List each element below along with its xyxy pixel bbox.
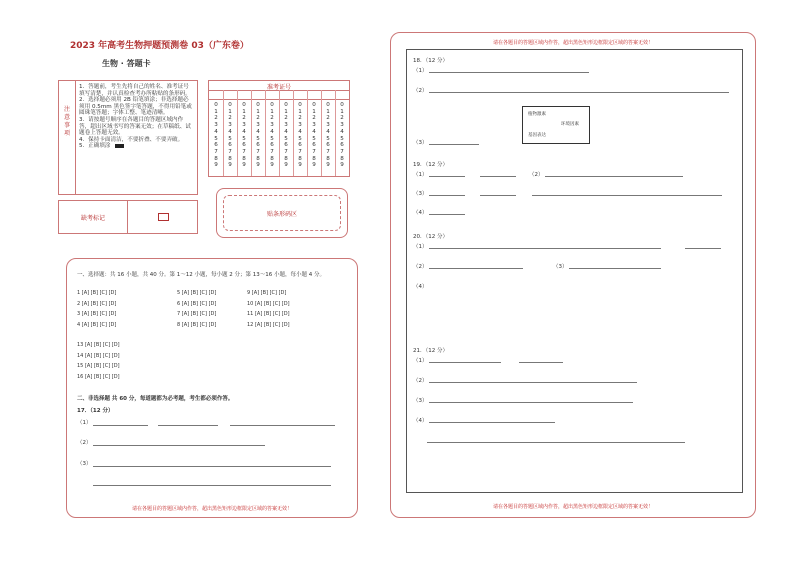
right-answer-frame bbox=[390, 32, 756, 518]
digit-bubble[interactable]: 2 bbox=[298, 115, 302, 122]
q19-part3-line-a[interactable] bbox=[429, 195, 465, 196]
q17-part2-line[interactable] bbox=[93, 445, 265, 446]
absent-box bbox=[58, 200, 198, 234]
digit-bubble[interactable]: 1 bbox=[284, 108, 288, 115]
digit-bubble[interactable]: 0 bbox=[284, 102, 288, 108]
choices-area bbox=[77, 290, 347, 385]
digit-bubble[interactable]: 0 bbox=[340, 102, 344, 108]
digit-bubble[interactable]: 3 bbox=[270, 122, 274, 129]
absent-checkbox[interactable] bbox=[158, 213, 169, 221]
q19-part1-line-a[interactable] bbox=[429, 176, 465, 177]
choice-row-14[interactable]: 14 [A] [B] [C] [D] bbox=[77, 352, 120, 359]
digit-bubble[interactable]: 4 bbox=[214, 128, 218, 135]
digit-bubble[interactable]: 7 bbox=[312, 148, 316, 155]
digit-bubble[interactable]: 1 bbox=[312, 108, 316, 115]
choice-row-10[interactable]: 10 [A] [B] [C] [D] bbox=[247, 300, 290, 307]
choice-row-11[interactable]: 11 [A] [B] [C] [D] bbox=[247, 311, 290, 317]
barcode-label: 贴条形码区 bbox=[266, 211, 297, 218]
digit-bubble[interactable]: 8 bbox=[312, 155, 316, 162]
right-warning-top: 请在各题目的答题区域内作答，超出黑色矩形边框限定区域的答案无效！ bbox=[492, 40, 653, 46]
notice-item-1: 1．答题前，考生先将自己的姓名、准考证号填写清楚，并认真检查考办所粘贴的条形码。 bbox=[79, 84, 191, 97]
digit-bubble[interactable]: 0 bbox=[214, 102, 218, 108]
digit-bubble[interactable]: 3 bbox=[312, 122, 316, 129]
notice-items bbox=[79, 84, 193, 150]
digit-bubble[interactable]: 4 bbox=[312, 128, 316, 135]
digit-column bbox=[267, 102, 277, 169]
choice-row-13[interactable]: 13 [A] [B] [C] [D] bbox=[77, 342, 120, 348]
q19-part2-line[interactable] bbox=[545, 176, 683, 177]
digit-bubble[interactable]: 5 bbox=[228, 135, 232, 142]
digit-bubble[interactable]: 4 bbox=[340, 128, 344, 135]
notice-item-5: 5．正确填涂 bbox=[79, 143, 111, 150]
digit-bubble[interactable]: 2 bbox=[340, 115, 344, 122]
digit-bubble[interactable]: 3 bbox=[214, 122, 218, 129]
digit-bubble[interactable]: 7 bbox=[228, 148, 232, 155]
digit-bubble[interactable]: 8 bbox=[340, 155, 344, 162]
choice-row-2[interactable]: 2 [A] [B] [C] [D] bbox=[77, 300, 117, 307]
digit-bubble[interactable]: 1 bbox=[242, 108, 246, 115]
digit-bubble[interactable]: 8 bbox=[326, 155, 330, 162]
digit-bubble[interactable]: 6 bbox=[214, 142, 218, 149]
digit-bubble[interactable]: 9 bbox=[312, 162, 316, 169]
digit-bubble[interactable]: 0 bbox=[270, 102, 274, 108]
digit-bubble[interactable]: 4 bbox=[298, 128, 302, 135]
q18-diagram-c: 基因表达 bbox=[528, 133, 546, 138]
digit-bubble[interactable]: 6 bbox=[242, 142, 246, 149]
digit-bubble[interactable]: 8 bbox=[270, 155, 274, 162]
q17-part3-line-a[interactable] bbox=[93, 466, 331, 467]
q17-part1-label: （1） bbox=[77, 420, 92, 426]
digit-bubble[interactable]: 6 bbox=[298, 142, 302, 149]
q18-diagram-b: 环境因素 bbox=[561, 122, 579, 127]
digit-bubble[interactable]: 6 bbox=[284, 142, 288, 149]
digit-bubble[interactable]: 2 bbox=[270, 115, 274, 122]
digit-bubble[interactable]: 0 bbox=[312, 102, 316, 108]
digit-bubble[interactable]: 5 bbox=[340, 135, 344, 142]
digit-bubble[interactable]: 2 bbox=[326, 115, 330, 122]
digit-bubble[interactable]: 3 bbox=[242, 122, 246, 129]
digit-bubble[interactable]: 9 bbox=[326, 162, 330, 169]
digit-bubble[interactable]: 9 bbox=[340, 162, 344, 169]
digit-bubble[interactable]: 2 bbox=[256, 115, 260, 122]
digit-bubble[interactable]: 6 bbox=[228, 142, 232, 149]
digit-columns bbox=[209, 102, 349, 176]
choice-row-16[interactable]: 16 [A] [B] [C] [D] bbox=[77, 373, 120, 380]
choice-row-3[interactable]: 3 [A] [B] [C] [D] bbox=[77, 311, 117, 317]
digit-bubble[interactable]: 9 bbox=[214, 162, 218, 169]
q17-part1-line-a[interactable] bbox=[93, 425, 148, 426]
digit-bubble[interactable]: 3 bbox=[228, 122, 232, 129]
q18-part3-label: （3） bbox=[413, 140, 428, 146]
q18-diagram bbox=[522, 106, 590, 144]
q18-diagram-a: 植物激素 bbox=[528, 112, 546, 117]
q19-part3-label: （3） bbox=[413, 191, 428, 197]
section1-instructions: 一、选择题：共 16 小题，共 40 分。第 1～12 小题，每小题 2 分；第 13～16 小题，每小题 4 分。 bbox=[77, 272, 325, 278]
digit-bubble[interactable]: 5 bbox=[214, 135, 218, 142]
choice-row-5[interactable]: 5 [A] [B] [C] [D] bbox=[177, 290, 217, 296]
q18-part2-label: （2） bbox=[413, 88, 428, 94]
digit-bubble[interactable]: 9 bbox=[298, 162, 302, 169]
digit-bubble[interactable]: 1 bbox=[256, 108, 260, 115]
digit-bubble[interactable]: 4 bbox=[326, 128, 330, 135]
q20-title: 20．（12 分） bbox=[413, 234, 448, 240]
q19-title: 19．（12 分） bbox=[413, 162, 448, 168]
digit-bubble[interactable]: 8 bbox=[228, 155, 232, 162]
digit-bubble[interactable]: 7 bbox=[214, 148, 218, 155]
digit-bubble[interactable]: 8 bbox=[284, 155, 288, 162]
q20-part3-label: （3） bbox=[553, 264, 568, 270]
digit-bubble[interactable]: 3 bbox=[326, 122, 330, 129]
q19-part2-label: （2） bbox=[529, 172, 544, 178]
q21-title: 21．（12 分） bbox=[413, 348, 448, 354]
q20-part2-label: （2） bbox=[413, 264, 428, 270]
right-warning-bottom: 请在各题目的答题区域内作答，超出黑色矩形边框限定区域的答案无效！ bbox=[492, 504, 653, 510]
q18-part1-line[interactable] bbox=[429, 72, 589, 73]
digit-bubble[interactable]: 1 bbox=[270, 108, 274, 115]
digit-bubble[interactable]: 9 bbox=[284, 162, 288, 169]
choice-row-1[interactable]: 1 [A] [B] [C] [D] bbox=[77, 290, 117, 296]
right-inner-box bbox=[406, 49, 743, 493]
digit-bubble[interactable]: 0 bbox=[326, 102, 330, 108]
q21-part3-label: （3） bbox=[413, 398, 428, 404]
choice-row-9[interactable]: 9 [A] [B] [C] [D] bbox=[247, 290, 287, 296]
digit-bubble[interactable]: 8 bbox=[242, 155, 246, 162]
digit-bubble[interactable]: 6 bbox=[312, 142, 316, 149]
digit-bubble[interactable]: 6 bbox=[340, 142, 344, 149]
choice-row-7[interactable]: 7 [A] [B] [C] [D] bbox=[177, 311, 217, 317]
digit-bubble[interactable]: 0 bbox=[256, 102, 260, 108]
q20-part1-label: （1） bbox=[413, 244, 428, 250]
digit-bubble[interactable]: 7 bbox=[340, 148, 344, 155]
digit-bubble[interactable]: 1 bbox=[326, 108, 330, 115]
exam-id-grid bbox=[208, 80, 350, 177]
q21-part2-line[interactable] bbox=[429, 382, 637, 383]
digit-column bbox=[281, 102, 291, 169]
digit-bubble[interactable]: 5 bbox=[242, 135, 246, 142]
digit-bubble[interactable]: 2 bbox=[228, 115, 232, 122]
digit-bubble[interactable]: 0 bbox=[228, 102, 232, 108]
q20-part3-line[interactable] bbox=[569, 268, 661, 269]
q18-title: 18．（12 分） bbox=[413, 58, 448, 64]
digit-bubble[interactable]: 9 bbox=[228, 162, 232, 169]
notice-box bbox=[58, 80, 198, 195]
choice-row-12[interactable]: 12 [A] [B] [C] [D] bbox=[247, 321, 290, 328]
q19-part3-line-b[interactable] bbox=[480, 195, 516, 196]
digit-bubble[interactable]: 2 bbox=[214, 115, 218, 122]
notice-item-4: 4．保持卡面清洁，不要折叠、不要弄破。 bbox=[79, 136, 184, 143]
notice-item-2: 2．选择题必须用 2B 铅笔填涂；非选择题必须用 0.5mm 黑色签字笔答题，不得用铅笔或圆珠笔答题；字体工整、笔迹清晰。 bbox=[79, 97, 192, 117]
digit-bubble[interactable]: 8 bbox=[298, 155, 302, 162]
card-subtitle: 生物 · 答题卡 bbox=[102, 59, 151, 68]
q21-part4-label: （4） bbox=[413, 418, 428, 424]
q21-part1-line-b[interactable] bbox=[519, 362, 563, 363]
digit-column bbox=[323, 102, 333, 169]
digit-bubble[interactable]: 9 bbox=[256, 162, 260, 169]
notice-label: 注意事项 bbox=[63, 106, 70, 137]
digit-bubble[interactable]: 4 bbox=[256, 128, 260, 135]
q17-part2-label: （2） bbox=[77, 440, 92, 446]
digit-bubble[interactable]: 5 bbox=[326, 135, 330, 142]
q19-part1-label: （1） bbox=[413, 172, 428, 178]
digit-bubble[interactable]: 5 bbox=[256, 135, 260, 142]
notice-item-3: 3．请按题号顺序在各题目的答题区域内作答，超出区域书写的答案无效；在草稿纸、试题卷上答题无效。 bbox=[79, 116, 191, 137]
q20-part4-label: （4） bbox=[413, 284, 428, 290]
q17-part3-label: （3） bbox=[77, 461, 92, 467]
digit-bubble[interactable]: 6 bbox=[326, 142, 330, 149]
q21-part1-label: （1） bbox=[413, 358, 428, 364]
digit-bubble[interactable]: 7 bbox=[326, 148, 330, 155]
q18-part1-label: （1） bbox=[413, 68, 428, 74]
digit-bubble[interactable]: 1 bbox=[214, 108, 218, 115]
exam-id-title: 准考证号 bbox=[266, 84, 291, 91]
digit-bubble[interactable]: 4 bbox=[284, 128, 288, 135]
digit-bubble[interactable]: 4 bbox=[228, 128, 232, 135]
q18-part2-line[interactable] bbox=[429, 92, 729, 93]
left-warning: 请在各题目的答题区域内作答，超出黑色矩形边框限定区域的答案无效！ bbox=[131, 506, 292, 512]
q17-title: 17．（12 分） bbox=[77, 408, 114, 414]
choice-row-6[interactable]: 6 [A] [B] [C] [D] bbox=[177, 300, 217, 307]
digit-column bbox=[239, 102, 249, 169]
digit-bubble[interactable]: 7 bbox=[242, 148, 246, 155]
section2-instructions: 二、非选择题 共 60 分，每道题都为必考题，考生都必须作答。 bbox=[77, 396, 234, 402]
digit-bubble[interactable]: 1 bbox=[228, 108, 232, 115]
digit-bubble[interactable]: 3 bbox=[340, 122, 344, 129]
q21-part3-line[interactable] bbox=[429, 402, 633, 403]
left-answer-frame bbox=[66, 258, 358, 518]
digit-bubble[interactable]: 9 bbox=[242, 162, 246, 169]
q21-part4-line-a[interactable] bbox=[429, 422, 555, 423]
q21-part2-label: （2） bbox=[413, 378, 428, 384]
digit-bubble[interactable]: 5 bbox=[298, 135, 302, 142]
digit-bubble[interactable]: 1 bbox=[340, 108, 344, 115]
digit-bubble[interactable]: 7 bbox=[256, 148, 260, 155]
q17-part1-line-c[interactable] bbox=[230, 425, 335, 426]
q20-part1-line-a[interactable] bbox=[429, 248, 661, 249]
digit-bubble[interactable]: 8 bbox=[256, 155, 260, 162]
q20-part1-line-b[interactable] bbox=[685, 248, 721, 249]
digit-bubble[interactable]: 7 bbox=[298, 148, 302, 155]
digit-bubble[interactable]: 5 bbox=[270, 135, 274, 142]
digit-bubble[interactable]: 2 bbox=[312, 115, 316, 122]
digit-bubble[interactable]: 0 bbox=[298, 102, 302, 108]
q20-part2-line[interactable] bbox=[429, 268, 523, 269]
digit-bubble[interactable]: 4 bbox=[270, 128, 274, 135]
digit-bubble[interactable]: 6 bbox=[256, 142, 260, 149]
digit-bubble[interactable]: 3 bbox=[284, 122, 288, 129]
digit-bubble[interactable]: 3 bbox=[256, 122, 260, 129]
digit-bubble[interactable]: 4 bbox=[242, 128, 246, 135]
digit-bubble[interactable]: 7 bbox=[284, 148, 288, 155]
digit-bubble[interactable]: 1 bbox=[298, 108, 302, 115]
digit-bubble[interactable]: 6 bbox=[270, 142, 274, 149]
page-title: 2023 年高考生物押题预测卷 03（广东卷） bbox=[70, 41, 249, 51]
choice-row-15[interactable]: 15 [A] [B] [C] [D] bbox=[77, 363, 120, 369]
fill-sample bbox=[115, 144, 124, 148]
q19-part3-line-c[interactable] bbox=[532, 195, 722, 196]
digit-column bbox=[309, 102, 319, 169]
absent-label: 缺考标记 bbox=[81, 215, 106, 222]
digit-bubble[interactable]: 2 bbox=[242, 115, 246, 122]
digit-bubble[interactable]: 2 bbox=[284, 115, 288, 122]
barcode-area bbox=[223, 195, 341, 231]
q18-part3-line[interactable] bbox=[429, 144, 479, 145]
digit-column bbox=[211, 102, 221, 169]
q17-part3-line-b[interactable] bbox=[93, 485, 331, 486]
q19-part4-line[interactable] bbox=[429, 214, 465, 215]
barcode-frame bbox=[216, 188, 348, 238]
digit-bubble[interactable]: 7 bbox=[270, 148, 274, 155]
q21-part4-line-b[interactable] bbox=[427, 442, 685, 443]
q21-part1-line-a[interactable] bbox=[429, 362, 501, 363]
digit-bubble[interactable]: 0 bbox=[242, 102, 246, 108]
q19-part1-line-b[interactable] bbox=[480, 176, 516, 177]
digit-column bbox=[295, 102, 305, 169]
digit-bubble[interactable]: 5 bbox=[284, 135, 288, 142]
digit-column bbox=[337, 102, 347, 169]
q17-part1-line-b[interactable] bbox=[158, 425, 218, 426]
choice-row-4[interactable]: 4 [A] [B] [C] [D] bbox=[77, 321, 117, 328]
digit-bubble[interactable]: 3 bbox=[298, 122, 302, 129]
digit-bubble[interactable]: 5 bbox=[312, 135, 316, 142]
digit-bubble[interactable]: 8 bbox=[214, 155, 218, 162]
q19-part4-label: （4） bbox=[413, 210, 428, 216]
digit-column bbox=[225, 102, 235, 169]
choice-row-8[interactable]: 8 [A] [B] [C] [D] bbox=[177, 321, 217, 328]
digit-bubble[interactable]: 9 bbox=[270, 162, 274, 169]
digit-column bbox=[253, 102, 263, 169]
